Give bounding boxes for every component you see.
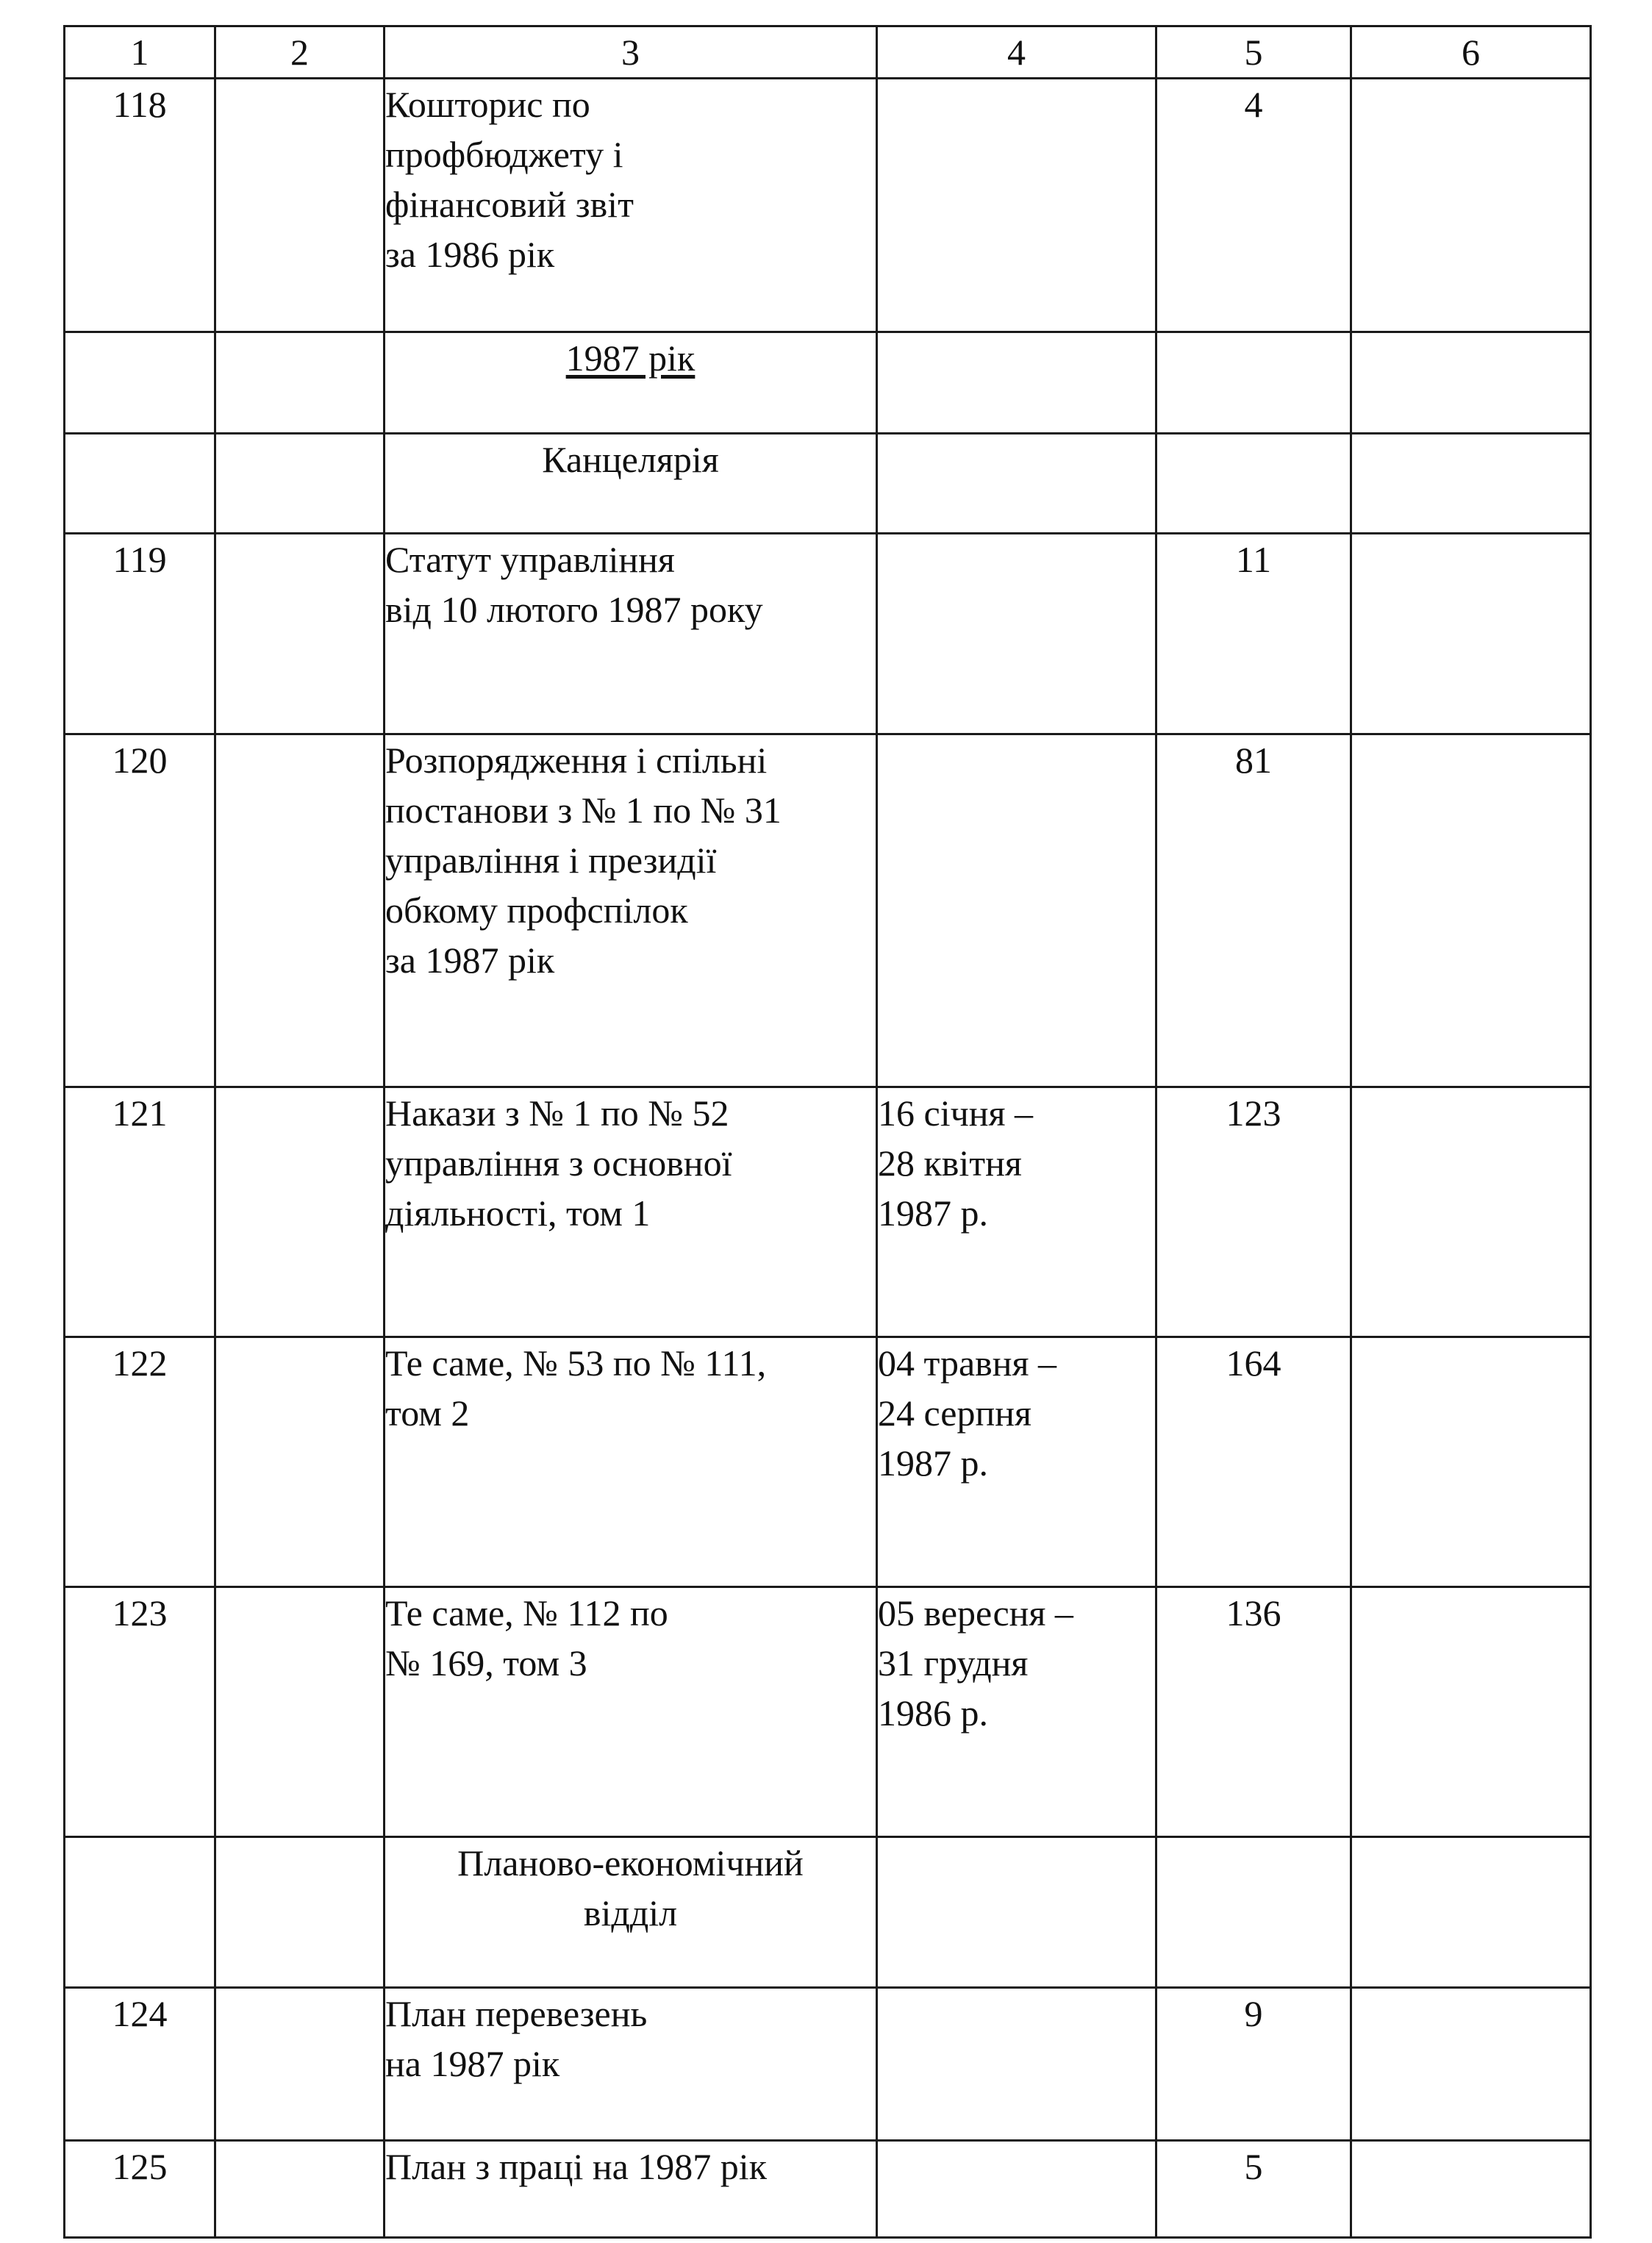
file-title: Розпорядження і спільні постанови з № 1 по № 31 управління і президії обкому профспілок за 1987 рік bbox=[385, 734, 877, 1087]
notes-cell bbox=[1351, 79, 1591, 332]
column-number-3: 3 bbox=[385, 26, 877, 79]
section-heading-year bbox=[385, 332, 877, 434]
file-number: 123 bbox=[65, 1587, 215, 1837]
empty-cell bbox=[1156, 332, 1351, 434]
notes-cell bbox=[1351, 1587, 1591, 1837]
file-number: 124 bbox=[65, 1988, 215, 2141]
file-dates bbox=[877, 1988, 1156, 2141]
file-number: 118 bbox=[65, 79, 215, 332]
file-number: 120 bbox=[65, 734, 215, 1087]
file-number: 122 bbox=[65, 1337, 215, 1587]
empty-cell bbox=[877, 1837, 1156, 1988]
file-dates: 04 травня – 24 серпня 1987 р. bbox=[877, 1337, 1156, 1587]
empty-cell bbox=[215, 2141, 385, 2238]
table-row bbox=[65, 534, 1591, 734]
empty-cell bbox=[65, 332, 215, 434]
table-row bbox=[65, 2141, 1591, 2238]
table-row bbox=[65, 79, 1591, 332]
file-title: Кошторис по профбюджету і фінансовий звіт за 1986 рік bbox=[385, 79, 877, 332]
file-number: 119 bbox=[65, 534, 215, 734]
file-dates bbox=[877, 534, 1156, 734]
sheet-count: 123 bbox=[1156, 1087, 1351, 1337]
file-title: Статут управління від 10 лютого 1987 року bbox=[385, 534, 877, 734]
table-row bbox=[65, 1337, 1591, 1587]
file-number: 121 bbox=[65, 1087, 215, 1337]
empty-cell bbox=[1351, 332, 1591, 434]
column-number-6: 6 bbox=[1351, 26, 1591, 79]
empty-cell bbox=[1351, 1837, 1591, 1988]
empty-cell bbox=[1156, 434, 1351, 534]
empty-cell bbox=[215, 1988, 385, 2141]
file-dates bbox=[877, 79, 1156, 332]
column-number-4: 4 bbox=[877, 26, 1156, 79]
column-number-2: 2 bbox=[215, 26, 385, 79]
empty-cell bbox=[1351, 434, 1591, 534]
notes-cell bbox=[1351, 2141, 1591, 2238]
empty-cell bbox=[65, 434, 215, 534]
column-number-1: 1 bbox=[65, 26, 215, 79]
empty-cell bbox=[65, 1837, 215, 1988]
file-dates bbox=[877, 2141, 1156, 2238]
empty-cell bbox=[215, 1087, 385, 1337]
file-title: План перевезень на 1987 рік bbox=[385, 1988, 877, 2141]
column-number-5: 5 bbox=[1156, 26, 1351, 79]
table-row bbox=[65, 1587, 1591, 1837]
section-row bbox=[65, 332, 1591, 434]
sheet-count: 164 bbox=[1156, 1337, 1351, 1587]
notes-cell bbox=[1351, 734, 1591, 1087]
inventory-table bbox=[63, 25, 1592, 2239]
empty-cell bbox=[215, 734, 385, 1087]
notes-cell bbox=[1351, 1988, 1591, 2141]
file-dates: 16 січня – 28 квітня 1987 р. bbox=[877, 1087, 1156, 1337]
file-title: Те саме, № 112 по № 169, том 3 bbox=[385, 1587, 877, 1837]
file-dates: 05 вересня – 31 грудня 1986 р. bbox=[877, 1587, 1156, 1837]
empty-cell bbox=[215, 434, 385, 534]
file-dates bbox=[877, 734, 1156, 1087]
file-title: План з праці на 1987 рік bbox=[385, 2141, 877, 2238]
column-number-row bbox=[65, 26, 1591, 79]
empty-cell bbox=[215, 534, 385, 734]
empty-cell bbox=[215, 1587, 385, 1837]
sheet-count: 81 bbox=[1156, 734, 1351, 1087]
notes-cell bbox=[1351, 1087, 1591, 1337]
empty-cell bbox=[877, 434, 1156, 534]
table-row bbox=[65, 1988, 1591, 2141]
sheet-count: 11 bbox=[1156, 534, 1351, 734]
notes-cell bbox=[1351, 1337, 1591, 1587]
empty-cell bbox=[877, 332, 1156, 434]
file-number: 125 bbox=[65, 2141, 215, 2238]
notes-cell bbox=[1351, 534, 1591, 734]
file-title: Те саме, № 53 по № 111, том 2 bbox=[385, 1337, 877, 1587]
empty-cell bbox=[215, 79, 385, 332]
table-row bbox=[65, 1087, 1591, 1337]
empty-cell bbox=[215, 1837, 385, 1988]
empty-cell bbox=[1156, 1837, 1351, 1988]
empty-cell bbox=[215, 332, 385, 434]
section-heading-text: 1987 рік bbox=[565, 337, 696, 379]
table-row bbox=[65, 734, 1591, 1087]
empty-cell bbox=[215, 1337, 385, 1587]
section-heading-planning-department: Планово-економічний відділ bbox=[385, 1837, 877, 1988]
sheet-count: 9 bbox=[1156, 1988, 1351, 2141]
sheet-count: 5 bbox=[1156, 2141, 1351, 2238]
section-row bbox=[65, 1837, 1591, 1988]
section-heading-chancellery: Канцелярія bbox=[385, 434, 877, 534]
file-title: Накази з № 1 по № 52 управління з основної діяльності, том 1 bbox=[385, 1087, 877, 1337]
sheet-count: 136 bbox=[1156, 1587, 1351, 1837]
sheet-count: 4 bbox=[1156, 79, 1351, 332]
section-row bbox=[65, 434, 1591, 534]
